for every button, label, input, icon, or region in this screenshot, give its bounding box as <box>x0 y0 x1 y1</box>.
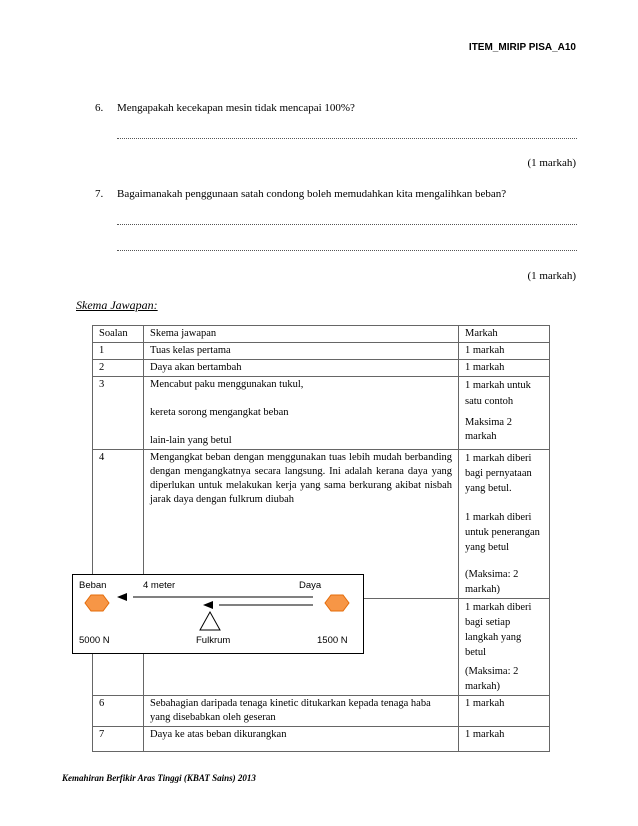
table-row <box>93 360 550 377</box>
table-row <box>93 343 550 360</box>
effort-weight <box>325 595 349 611</box>
row-marks: 1 markah <box>459 696 550 727</box>
answer-line[interactable] <box>117 250 577 251</box>
marks-line-1: 1 markah diberi bagi setiap langkah yang betul <box>465 602 532 658</box>
load-label: Beban <box>79 580 107 591</box>
effort-label: Daya <box>299 580 322 591</box>
load-value: 5000 N <box>79 635 110 646</box>
table-row <box>93 696 550 727</box>
answer-line-2: kereta sorong mengangkat beban <box>150 407 289 418</box>
row-marks: 1 markah <box>459 343 550 360</box>
row-marks: 1 markah <box>459 727 550 752</box>
marks-line-2: 1 markah diberi untuk penerangan yang betul <box>465 512 540 553</box>
lever-diagram <box>72 574 364 654</box>
answer-line[interactable] <box>117 138 577 139</box>
distance-label: 4 meter <box>143 580 176 591</box>
row-answer <box>144 377 459 450</box>
row-number: 4 <box>93 450 144 599</box>
row-number: 1 <box>93 343 144 360</box>
row-answer: Daya ke atas beban dikurangkan <box>144 727 459 752</box>
table-row <box>93 727 550 752</box>
effort-arrow-head <box>203 601 213 609</box>
row-marks <box>459 450 550 599</box>
effort-value: 1500 N <box>317 635 348 646</box>
marks-line-3: (Maksima: 2 markah) <box>465 569 519 595</box>
question-6-marks: (1 markah) <box>527 157 576 169</box>
fulcrum-icon <box>200 612 220 630</box>
answer-scheme-table <box>92 325 550 752</box>
distance-arrow-head <box>117 593 127 601</box>
load-weight <box>85 595 109 611</box>
header-skema: Skema jawapan <box>144 326 459 343</box>
row-number: 2 <box>93 360 144 377</box>
answer-line-1: Mencabut paku menggunakan tukul, <box>150 379 304 390</box>
marks-line-1: 1 markah diberi bagi pernyataan yang betul. <box>465 453 532 494</box>
question-6-text: Mengapakah kecekapan mesin tidak mencapai 100%? <box>117 102 355 114</box>
header-soalan: Soalan <box>93 326 144 343</box>
answer-line-3: lain-lain yang betul <box>150 435 232 446</box>
row-marks <box>459 377 550 450</box>
row-number: 7 <box>93 727 144 752</box>
question-7-number: 7. <box>95 188 104 200</box>
table-row <box>93 377 550 450</box>
marks-line-2: (Maksima: 2 markah) <box>465 666 519 692</box>
marks-line-2: Maksima 2 markah <box>465 417 512 442</box>
question-7-text: Bagaimanakah penggunaan satah condong boleh memudahkan kita mengalihkan beban? <box>117 188 507 200</box>
question-6-number: 6. <box>95 102 104 114</box>
row-answer: Sebahagian daripada tenaga kinetic ditukarkan kepada tenaga haba yang disebabkan oleh geseran <box>144 696 459 727</box>
row-answer: Tuas kelas pertama <box>144 343 459 360</box>
marks-line-1: 1 markah untuk satu contoh <box>465 380 531 407</box>
row-number: 3 <box>93 377 144 450</box>
row-answer: Mengangkat beban dengan menggunakan tuas lebih mudah berbanding dengan mengangkatnya secara langsung. Ini adalah kerana daya yang diperlukan untuk melakukan kerja yang sama berkurang akibat nisbah jarak daya dengan fulkrum diubah <box>144 450 459 599</box>
answer-line[interactable] <box>117 224 577 225</box>
header-markah: Markah <box>459 326 550 343</box>
fulcrum-label: Fulkrum <box>196 635 231 646</box>
row-marks <box>459 599 550 696</box>
footer-text: Kemahiran Berfikir Aras Tinggi (KBAT Sains) 2013 <box>62 773 256 783</box>
table-header-row <box>93 326 550 343</box>
question-7-marks: (1 markah) <box>527 270 576 282</box>
answer-scheme-title: Skema Jawapan: <box>76 298 158 312</box>
row-marks: 1 markah <box>459 360 550 377</box>
row-answer: Daya akan bertambah <box>144 360 459 377</box>
row-number: 6 <box>93 696 144 727</box>
item-code-header: ITEM_MIRIP PISA_A10 <box>468 42 576 53</box>
